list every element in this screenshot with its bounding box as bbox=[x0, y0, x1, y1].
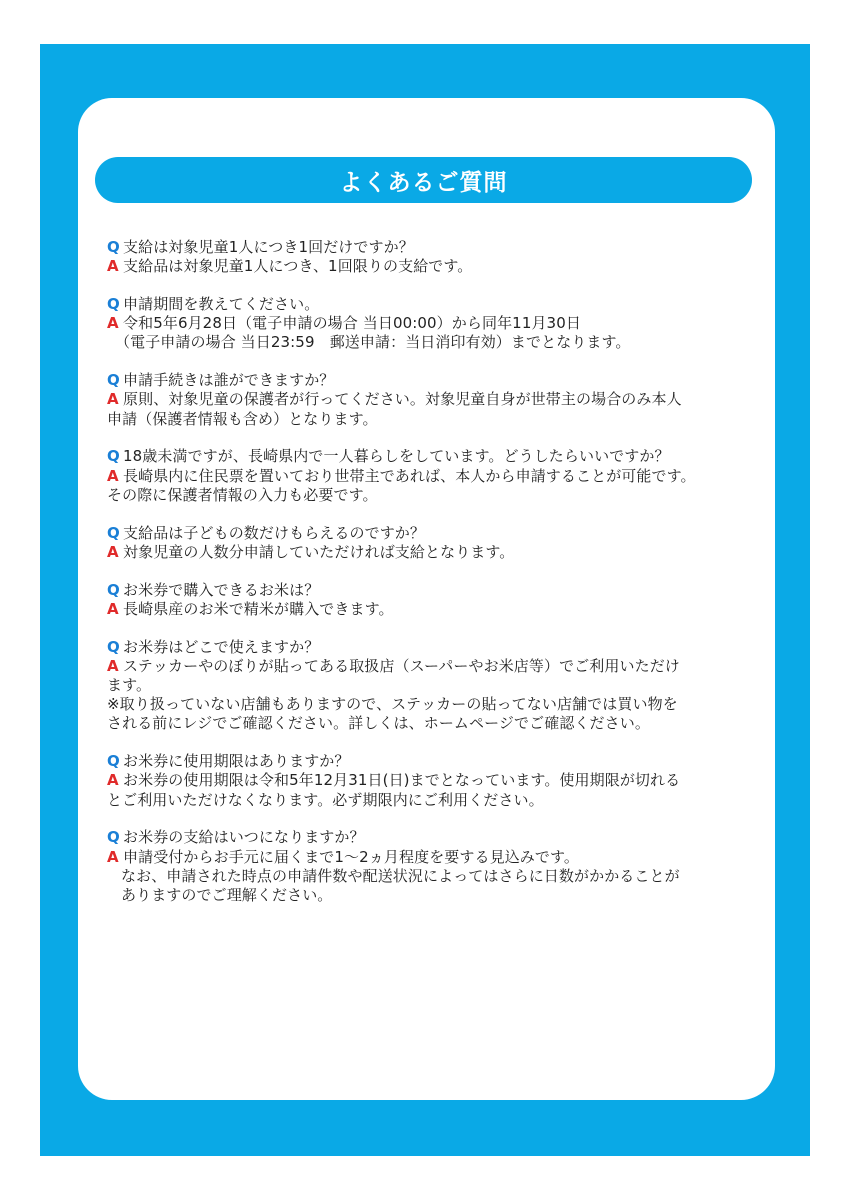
question-marker: Q bbox=[107, 371, 120, 390]
faq-list bbox=[107, 238, 767, 924]
faq-item bbox=[107, 752, 767, 810]
faq-item bbox=[107, 238, 767, 276]
question-marker: Q bbox=[107, 523, 120, 542]
faq-item bbox=[107, 447, 767, 505]
faq-item bbox=[107, 371, 767, 429]
faq-item bbox=[107, 638, 767, 734]
question-text: 支給品は子どもの数だけもらえるのですか？ bbox=[123, 523, 426, 542]
question-marker: Q bbox=[107, 447, 120, 466]
question-marker: Q bbox=[107, 295, 120, 313]
question-line bbox=[107, 581, 767, 600]
answer-line bbox=[107, 390, 767, 409]
answer-line bbox=[107, 257, 767, 276]
answer-note: ※取り扱っていない店舗もありますので、ステッカーの貼ってない店舗では買い物を bbox=[107, 695, 678, 714]
faq-item bbox=[107, 524, 767, 562]
answer-marker: A bbox=[107, 257, 119, 276]
question-text: 申請期間を教えてください。 bbox=[123, 295, 320, 313]
answer-text: 申請受付からお手元に届くまで1～2ヵ月程度を要する見込みです。 bbox=[123, 847, 579, 866]
question-text: お米券の支給はいつになりますか？ bbox=[123, 828, 365, 847]
question-line bbox=[107, 752, 767, 771]
answer-text: なお、申請された時点の申請件数や配送状況によってはさらに日数がかかることが bbox=[121, 866, 680, 885]
faq-item bbox=[107, 828, 767, 905]
question-text: 支給は対象児童1人につき1回だけですか？ bbox=[123, 238, 414, 256]
question-line bbox=[107, 524, 767, 543]
answer-marker: A bbox=[107, 542, 119, 561]
answer-line bbox=[107, 543, 767, 562]
question-text: お米券で購入できるお米は？ bbox=[123, 580, 320, 599]
answer-text: 長崎県内に住民票を置いており世帯主であれば、本人から申請することが可能です。 bbox=[123, 466, 696, 485]
question-marker: Q bbox=[107, 637, 120, 656]
question-line bbox=[107, 638, 767, 657]
answer-marker: A bbox=[107, 314, 119, 333]
question-text: お米券はどこで使えますか？ bbox=[123, 637, 320, 656]
answer-marker: A bbox=[107, 599, 119, 618]
answer-text: 申請（保護者情報も含め）となります。 bbox=[107, 409, 378, 428]
answer-line bbox=[107, 657, 767, 676]
answer-marker: A bbox=[107, 466, 119, 485]
answer-text: とご利用いただけなくなります。必ず期限内にご利用ください。 bbox=[107, 790, 544, 809]
answer-text: お米券の使用期限は令和5年12月31日(日)までとなっています。使用期限が切れる bbox=[123, 771, 681, 790]
faq-item bbox=[107, 295, 767, 353]
answer-text: 原則、対象児童の保護者が行ってください。対象児童自身が世帯主の場合のみ本人 bbox=[123, 390, 682, 409]
answer-text: 令和5年6月28日（電子申請の場合 当日00:00）から同年11月30日 bbox=[123, 314, 581, 333]
answer-line bbox=[107, 314, 767, 333]
page-title: よくあるご質問 bbox=[339, 169, 508, 196]
question-marker: Q bbox=[107, 828, 120, 847]
question-marker: Q bbox=[107, 238, 120, 256]
question-marker: Q bbox=[107, 580, 120, 599]
faq-item bbox=[107, 581, 767, 619]
answer-line bbox=[107, 467, 767, 486]
question-marker: Q bbox=[107, 752, 120, 771]
answer-text: その際に保護者情報の入力も必要です。 bbox=[107, 485, 378, 504]
question-line bbox=[107, 295, 767, 314]
question-line bbox=[107, 238, 767, 257]
question-line bbox=[107, 828, 767, 847]
answer-line bbox=[107, 771, 767, 790]
question-line bbox=[107, 371, 767, 390]
answer-marker: A bbox=[107, 847, 119, 866]
answer-note: される前にレジでご確認ください。詳しくは、ホームページでご確認ください。 bbox=[107, 714, 650, 733]
question-text: 18歳未満ですが、長崎県内で一人暮らしをしています。どうしたらいいですか？ bbox=[123, 447, 670, 466]
answer-text: ます。 bbox=[107, 676, 152, 695]
answer-marker: A bbox=[107, 390, 119, 409]
answer-text: 長崎県産のお米で精米が購入できます。 bbox=[123, 599, 394, 618]
title-banner bbox=[95, 157, 752, 203]
question-text: お米券に使用期限はありますか？ bbox=[123, 752, 350, 771]
question-line bbox=[107, 447, 767, 466]
question-text: 申請手続きは誰ができますか？ bbox=[123, 371, 335, 390]
answer-line bbox=[107, 848, 767, 867]
answer-text: ステッカーやのぼりが貼ってある取扱店（スーパーやお米店等）でご利用いただけ bbox=[123, 656, 680, 675]
answer-marker: A bbox=[107, 771, 119, 790]
answer-marker: A bbox=[107, 656, 119, 675]
answer-line bbox=[107, 600, 767, 619]
answer-text: ありますのでご理解ください。 bbox=[121, 886, 333, 905]
answer-text: （電子申請の場合 当日23:59 郵送申請：当日消印有効）までとなります。 bbox=[115, 333, 631, 352]
answer-text: 支給品は対象児童1人につき、1回限りの支給です。 bbox=[123, 257, 473, 276]
answer-text: 対象児童の人数分申請していただければ支給となります。 bbox=[123, 542, 515, 561]
